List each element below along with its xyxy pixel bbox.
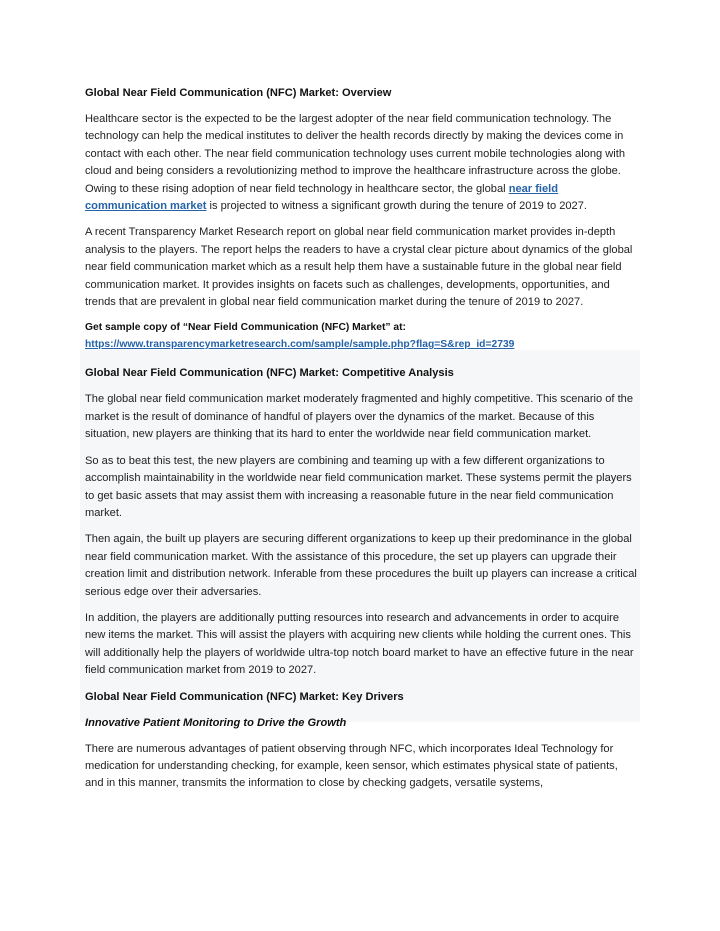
sample-copy-block xyxy=(85,320,637,353)
sample-copy-label: Get sample copy of “Near Field Communication (NFC) Market” at: xyxy=(85,322,406,334)
drivers-paragraph-1: There are numerous advantages of patient observing through NFC, which incorporates Ideal Technology for medication for understanding checking, for example, keen sensor, which estimates physical state of patients, and in this manner, transmits the information to close by checking gadgets, versatile systems, xyxy=(85,742,618,790)
overview-p1-start: Healthcare sector is the expected to be the largest adopter of the near field communication technology. The technology can help the medical institutes to deliver the health records directly by making the devices come in contact with each other. The near field communication technology uses current mobile technologies along with cloud and being considers a revolutionizing method to improve the healthcare infrastructure across the globe. Owing to these rising adoption of near field technology in healthcare sector, the global xyxy=(85,113,626,195)
competitive-paragraph-2: So as to beat this test, the new players are combining and teaming up with a few different organizations to accomplish maintainability in the worldwide near field communication market. These systems permit the players to get basic assets that may assist them with increasing a reasonable future in the near field communication market. xyxy=(85,454,632,519)
nfc-market-link[interactable]: near field communication market xyxy=(85,182,559,213)
drivers-subheading: Innovative Patient Monitoring to Drive the Growth xyxy=(85,716,347,729)
overview-heading: Global Near Field Communication (NFC) Market: Overview xyxy=(85,87,392,99)
competitive-paragraph-3: Then again, the built up players are securing different organizations to keep up their predominance in the global near field communication market. With the assistance of this procedure, the set up players can upgrade their creation limit and distribution network. Inferable from these procedures the built up players can increase a critical serious edge over their adversaries. xyxy=(85,533,637,598)
overview-paragraph-2: A recent Transparency Market Research report on global near field communication market provides in-depth analysis to the players. The report helps the readers to have a crystal clear picture about dynamics of the global near field communication market which as a result help them have a sustainable future in the global near field communication market. It provides insights on facets such as challenges, developments, opportunities, and trends that are prevalent in global near field communication market during the tenure of 2019 to 2027. xyxy=(85,226,633,309)
competitive-paragraph-4: In addition, the players are additionally putting resources into research and advancements in order to acquire new items the market. This will assist the players with acquiring new clients while holding the current ones. This will additionally help the players of worldwide ultra-top notch board market to have an effective future in the near field communication market from 2019 to 2027. xyxy=(85,611,634,677)
overview-p1-end: is projected to witness a significant growth during the tenure of 2019 to 2027. xyxy=(206,200,587,213)
overview-paragraph-1 xyxy=(85,111,637,215)
competitive-heading: Global Near Field Communication (NFC) Market: Competitive Analysis xyxy=(85,367,454,380)
document-body xyxy=(85,85,637,802)
competitive-paragraph-1: The global near field communication market moderately fragmented and highly competitive. This scenario of the market is the result of dominance of handful of players over the dynamics of the market. Because of this situation, new players are thinking that its hard to enter the worldwide near field communication market. xyxy=(85,393,633,441)
sample-copy-link[interactable]: https://www.transparencymarketresearch.com/sample/sample.php?flag=S&rep_id=2739 xyxy=(85,338,515,350)
drivers-heading: Global Near Field Communication (NFC) Market: Key Drivers xyxy=(85,690,404,703)
